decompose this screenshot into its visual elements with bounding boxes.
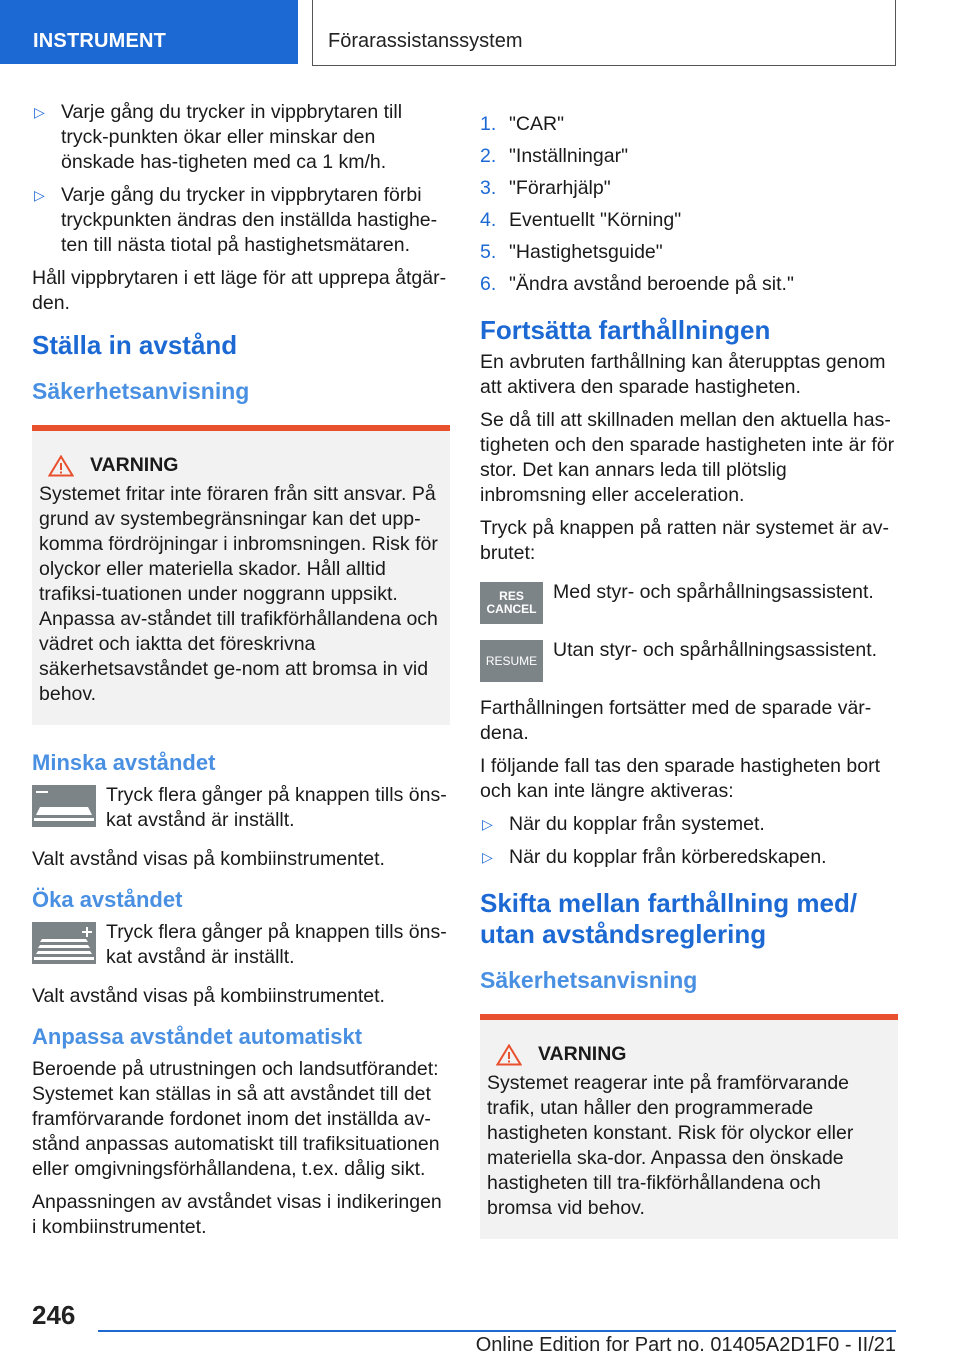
- res-cancel-button-icon: RES CANCEL: [480, 582, 543, 624]
- left-column: [32, 100, 450, 1248]
- footer-divider: [98, 1330, 896, 1332]
- right-column: [480, 112, 898, 1263]
- list-item: ▷ Varje gång du trycker in vippbrytaren förbi tryckpunkten ändras den inställda hastighe-ten till nästa tiotal på hastighetsmätaren.: [34, 184, 438, 256]
- page-number: 246: [32, 1300, 76, 1330]
- warning-triangle-icon: [48, 455, 74, 477]
- distance-increase-button-icon: [32, 922, 96, 964]
- warning-title: VARNING: [496, 1042, 891, 1067]
- warning-text: Systemet fritar inte föraren från sitt ansvar. På grund av systembegränsningar kan det upp-komma fördröjningar i inbromsningen. Risk för olyckor eller materiella skador. Håll alltid trafiksi-tuationen under noggrann uppsikt. Anpassa av-ståndet till trafikförhållandena och vädret och iaktta det föreskrivna säkerhetsavståndet ge-nom att bromsa in vid behov.: [39, 483, 438, 705]
- resume-row: RESUME Utan styr- och spårhållningsassistent.: [480, 638, 898, 682]
- list-item: ▷ När du kopplar från systemet.: [482, 813, 765, 835]
- heading-increase: Öka avståndet: [32, 887, 183, 912]
- list-item: ▷ När du kopplar från körberedskapen.: [482, 846, 827, 868]
- hold-paragraph: Håll vippbrytaren i ett läge för att upprepa åtgär-den.: [32, 267, 447, 314]
- heading-set-distance: Ställa in avstånd: [32, 330, 238, 360]
- bullet-triangle-icon: ▷: [482, 816, 493, 832]
- resume-paragraph-4: Farthållningen fortsätter med de sparade vär-dena.: [480, 697, 872, 744]
- increase-note: Valt avstånd visas på kombiinstrumentet.: [32, 985, 385, 1007]
- resume-paragraph-2: Se då till att skillnaden mellan den aktuella has-tigheten och den sparade hastigheten inte är för stor. Det kan annars leda till plötslig inbromsning eller acceleration.: [480, 409, 895, 506]
- resume-paragraph-5: I följande fall tas den sparade hastigheten bort och kan inte längre aktiveras:: [480, 755, 881, 802]
- warning-triangle-icon: [496, 1044, 522, 1066]
- heading-switch: Skifta mellan farthållning med/ utan avståndsreglering: [480, 888, 858, 949]
- list-item: 6. "Ändra avstånd beroende på sit.": [480, 273, 794, 295]
- warning-box: [32, 425, 450, 725]
- list-item: 5. "Hastighetsguide": [480, 241, 663, 263]
- auto-paragraph-2: Anpassningen av avståndet visas i indikeringen i kombiinstrumentet.: [32, 1191, 442, 1238]
- resume-paragraph-1: En avbruten farthållning kan återupptas genom att aktivera den sparade hastigheten.: [480, 351, 886, 398]
- bullet-triangle-icon: ▷: [482, 849, 493, 865]
- chapter-tab: [312, 0, 896, 66]
- edition-text: Online Edition for Part no. 01405A2D1F0 - II/21: [475, 1334, 896, 1356]
- list-item: 2. "Inställningar": [480, 145, 628, 167]
- deletion-bullets: [480, 812, 898, 870]
- heading-decrease: Minska avståndet: [32, 750, 216, 775]
- distance-decrease-button-icon: [32, 785, 96, 827]
- resume-button-icon: RESUME: [480, 640, 543, 682]
- warning-title: VARNING: [48, 453, 443, 478]
- bullet-triangle-icon: ▷: [34, 104, 45, 120]
- heading-auto: Anpassa avståndet automatiskt: [32, 1024, 363, 1049]
- chapter-label: Förarassistanssystem: [328, 30, 523, 52]
- res-cancel-row: RES CANCEL Med styr- och spårhållningsassistent.: [480, 580, 898, 624]
- heading-safety: Säkerhetsanvisning: [32, 378, 250, 404]
- speed-bullets: [32, 100, 450, 258]
- heading-safety-right: Säkerhetsanvisning: [480, 967, 698, 993]
- section-tab: [0, 0, 298, 64]
- list-item: 3. "Förarhjälp": [480, 177, 611, 199]
- list-item: 1. "CAR": [480, 113, 565, 135]
- decrease-note: Valt avstånd visas på kombiinstrumentet.: [32, 848, 385, 870]
- warning-text: Systemet reagerar inte på framförvarande trafik, utan håller den programmerade hastigheten konstant. Risk för olyckor eller materiella ska-dor. Anpassa den önskade hastigheten till tra-fikförhållandena och bromsa vid behov.: [487, 1072, 854, 1219]
- resume-paragraph-3: Tryck på knappen på ratten när systemet är av-brutet:: [480, 517, 889, 564]
- bullet-triangle-icon: ▷: [34, 187, 45, 203]
- menu-steps: [480, 112, 898, 297]
- decrease-row: Tryck flera gånger på knappen tills öns-kat avstånd är inställt.: [32, 783, 450, 833]
- list-item: ▷ Varje gång du trycker in vippbrytaren till tryck-punkten ökar eller minskar den önskade has-tigheten med ca 1 km/h.: [34, 101, 403, 173]
- list-item: 4. Eventuellt "Körning": [480, 209, 682, 231]
- auto-paragraph-1: Beroende på utrustningen och landsutförandet: Systemet kan ställas in så att avståndet till det framförvarande fordonet inom det inställda av-stånd anpassas automatiskt till trafiksituationen eller omgivningsförhållandena, t.ex. dålig sikt.: [32, 1058, 440, 1180]
- page-header: [0, 0, 960, 66]
- heading-resume: Fortsätta farthållningen: [480, 315, 771, 345]
- increase-row: Tryck flera gånger på knappen tills öns-kat avstånd är inställt.: [32, 920, 450, 970]
- section-label: INSTRUMENT: [33, 30, 167, 52]
- warning-box-right: [480, 1014, 898, 1239]
